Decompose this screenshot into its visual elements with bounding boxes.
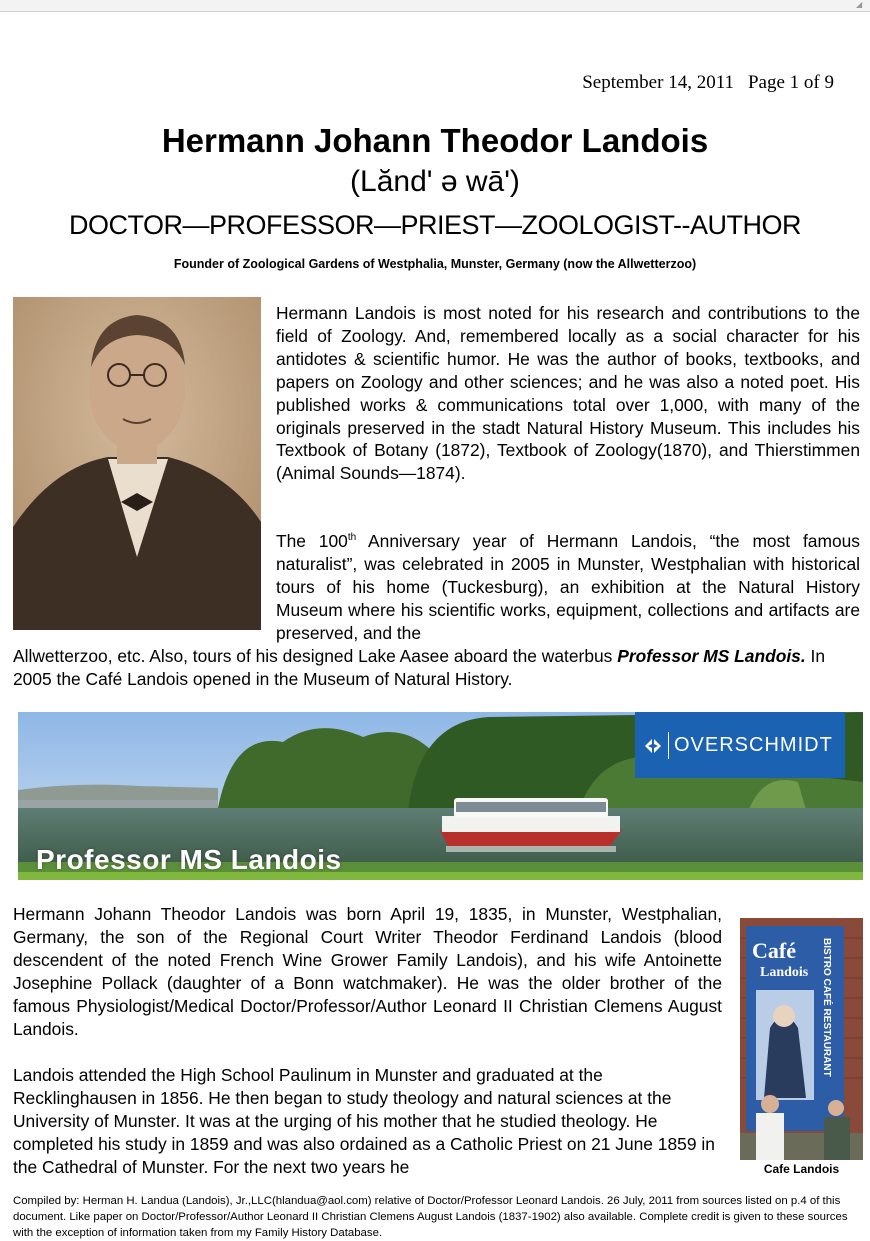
header-date: September 14, 2011 — [582, 72, 734, 93]
portrait-photo — [13, 297, 261, 630]
education-paragraph: Landois attended the High School Paulinum in Munster and graduated at the Recklinghausen in 1856. He then began to study theology and natural sciences at the University of Munster. It was at the urging of his mother that he studied theology. He completed his study in 1859 and was also ordained as a Catholic Priest on 21 June 1859 in the Cathedral of Munster. For the next two years he — [13, 1065, 715, 1177]
cafe-photo-caption: Cafe Landois — [763, 1162, 840, 1176]
anniversary-paragraph — [276, 530, 860, 645]
cafe-sign-title: Café — [752, 938, 796, 963]
overschmidt-brand: OVERSCHMIDT — [674, 734, 833, 756]
corner-triangle-icon: ◢ — [856, 0, 863, 9]
banner-caption: Professor MS Landois — [36, 844, 342, 875]
logo-divider — [668, 732, 669, 759]
cafe-sign-side-text: BISTRO CAFÉ RESTAURANT — [821, 938, 832, 1077]
cafe-sign-name: Landois — [760, 965, 809, 980]
waterbus-banner-photo — [18, 712, 863, 880]
birth-paragraph: Hermann Johann Theodor Landois was born April 19, 1835, in Munster, Westphalian, Germany, the son of the Regional Court Writer Theodor Ferdinand Landois (blood descendent of the noted French Wine Grower Family Landois), and his wife Antoinette Josephine Pollack (daughter of a Bonn watchmaker). He was the older brother of the famous Physiologist/Medical Doctor/Professor/Author Leonard II Christian Clemens August Landois. — [13, 904, 722, 1039]
document-title: Hermann Johann Theodor Landois — [161, 122, 709, 159]
page-header — [568, 72, 834, 94]
anniversary-lead: The 100 — [276, 531, 348, 551]
cafe-landois-photo — [740, 918, 863, 1160]
anniversary-text: Anniversary year of Hermann Landois, “the most famous naturalist”, was celebrated in 2005 in Munster, Westphalian with historical tours of his home (Tuckesburg), an exhibition at the Natural History Museum where his scientific works, equipment, collections and artifacts are preserved, and the — [276, 531, 860, 643]
header-page-number: Page 1 of 9 — [747, 72, 834, 93]
boat-name: Professor MS Landois. — [617, 646, 806, 666]
overschmidt-logo — [635, 712, 845, 778]
cafe-opening-text: In 2005 the Café Landois opened in the Museum of Natural History. — [13, 646, 825, 689]
waterbus-icon — [440, 798, 622, 852]
anniversary-paragraph-continued — [13, 645, 860, 691]
founder-line: Founder of Zoological Gardens of Westphalia, Munster, Germany (now the Allwetterzoo) — [173, 257, 697, 271]
overschmidt-mark-icon — [643, 736, 663, 756]
ordinal-suffix: th — [347, 532, 357, 544]
pronunciation: (Lănd' ə wā') — [350, 165, 520, 198]
viewer-toolbar — [0, 0, 870, 12]
anniversary-continued-text: Allwetterzoo, etc. Also, tours of his designed Lake Aasee aboard the waterbus — [13, 646, 618, 666]
footer-credits: Compiled by: Herman H. Landua (Landois), Jr.,LLC(hlandua@aol.com) relative of Doctor/Professor Leonard Landois. 26 July, 2011 from sources listed on p.4 of this document. Like paper on Doctor/Professor/Author Leonard II Christian Clemens August Landois (1837-1902) also available. Complete credit is given to these sources with the exception of information taken from my Family History Database. — [13, 1195, 848, 1239]
intro-paragraph: Hermann Landois is most noted for his research and contributions to the field of Zoology. And, remembered locally as a social character for his antidotes & scientific humor. He was the author of books, textbooks, and papers on Zoology and other sciences; and he was also a noted poet. His published works & communications total over 1,000, with many of the originals preserved in the stadt Natural History Museum. This includes his Textbook of Botany (1872), Textbook of Zoology(1870), and Thierstimmen (Animal Sounds—1874). — [276, 303, 860, 484]
document-subtitle: DOCTOR—PROFESSOR—PRIEST—ZOOLOGIST--AUTHOR — [68, 210, 802, 240]
